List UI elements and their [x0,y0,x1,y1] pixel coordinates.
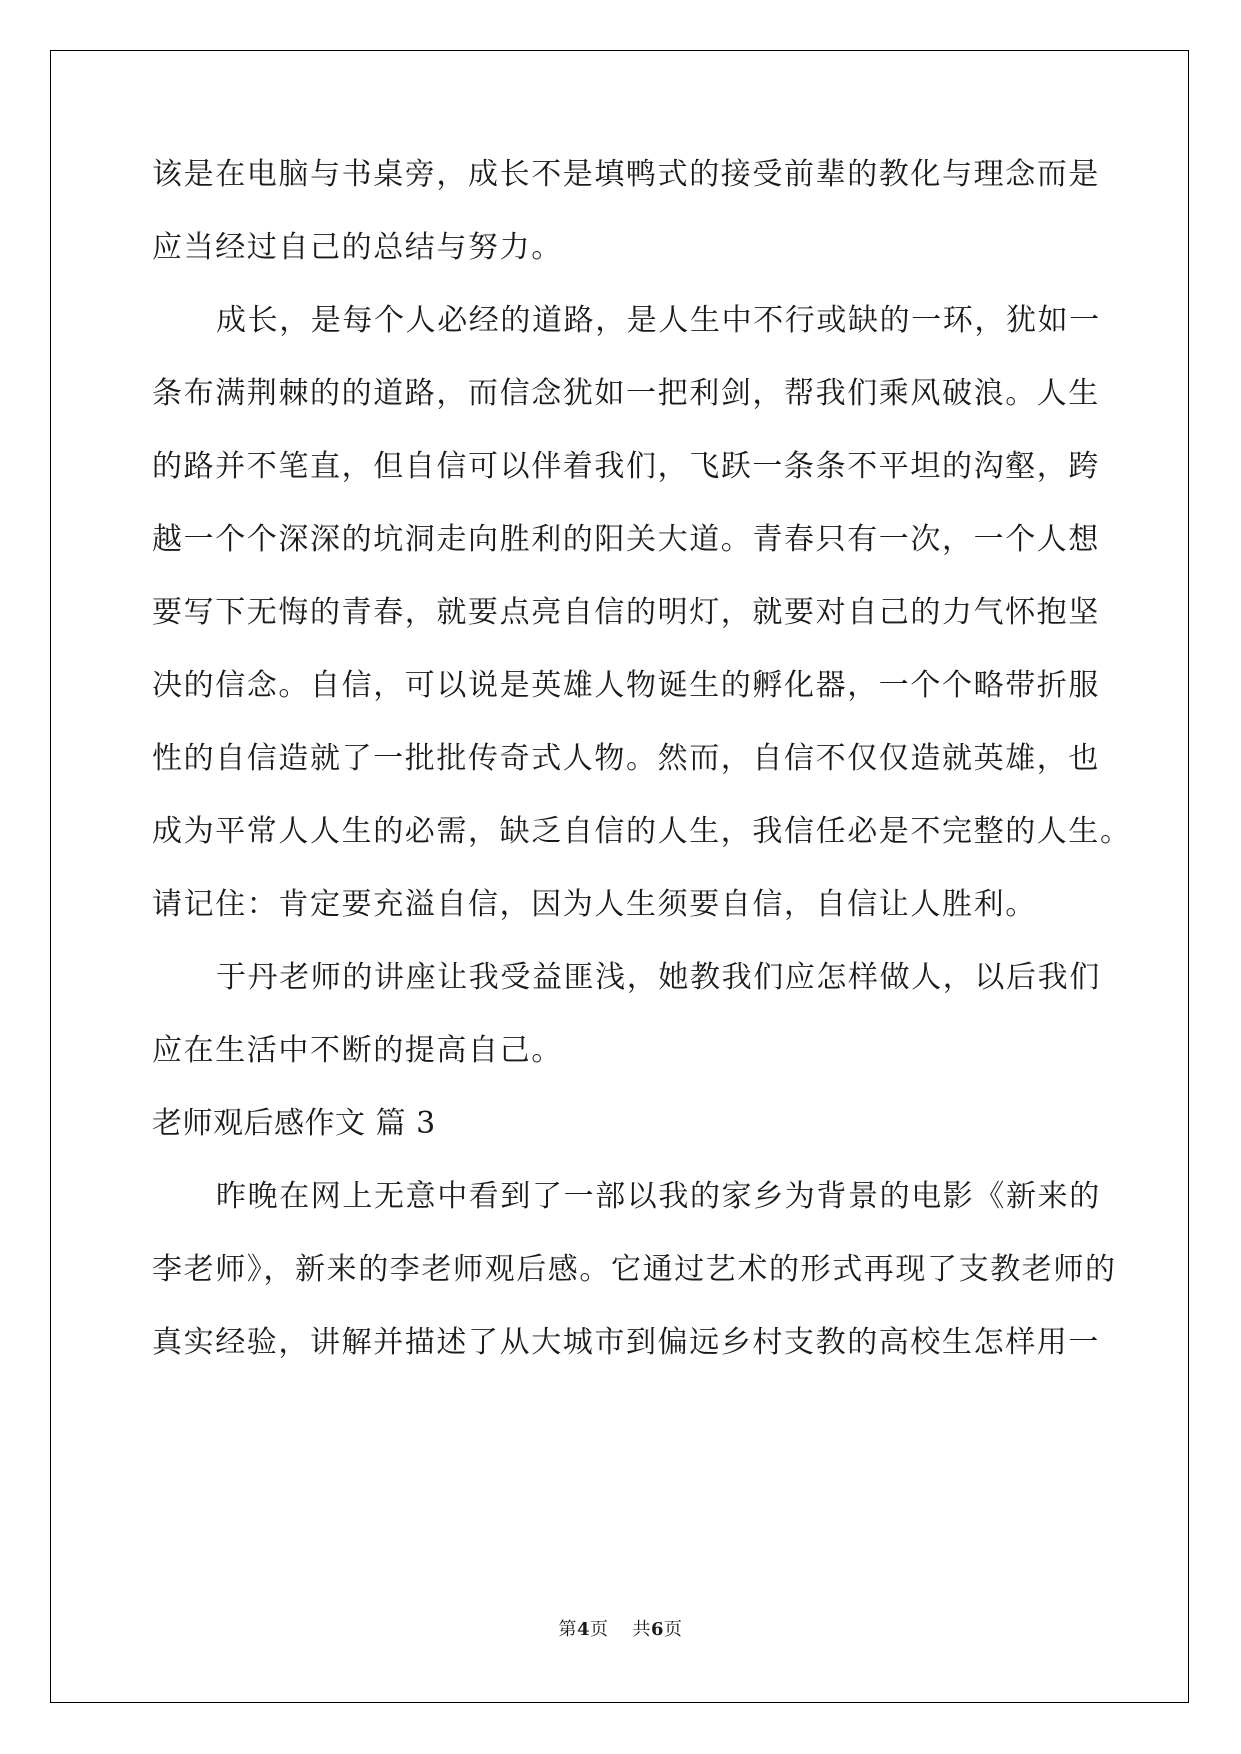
paragraph-start-line: 昨晚在网上无意中看到了一部以我的家乡为背景的电影《新来的 [216,1179,1101,1214]
total-prefix: 共 [632,1619,651,1640]
page-border [50,50,1189,1703]
text-line: 真实经验，讲解并描述了从大城市到偏远乡村支教的高校生怎样用一 [152,1325,1100,1360]
text-line: 性的自信造就了一批批传奇式人物。然而，自信不仅仅造就英雄，也 [152,741,1100,776]
text-line: 条布满荆棘的的道路，而信念犹如一把利剑，帮我们乘风破浪。人生 [152,376,1100,411]
page-footer [0,1618,1241,1642]
text-line: 应在生活中不断的提高自己。 [152,1033,563,1068]
page-suffix: 页 [590,1619,609,1640]
page-prefix: 第 [558,1619,577,1640]
paragraph-start-line: 于丹老师的讲座让我受益匪浅，她教我们应怎样做人，以后我们 [216,960,1101,995]
total-pages [633,1619,683,1640]
total-count: 6 [651,1619,665,1640]
text-line: 请记住：肯定要充溢自信，因为人生须要自信，自信让人胜利。 [152,887,1037,922]
text-line: 的路并不笔直，但自信可以伴着我们，飞跃一条条不平坦的沟壑，跨 [152,449,1100,484]
text-line: 越一个个深深的坑洞走向胜利的阳关大道。青春只有一次，一个人想 [152,522,1100,557]
text-line: 要写下无悔的青春，就要点亮自信的明灯，就要对自己的力气怀抱坚 [152,595,1100,630]
total-suffix: 页 [664,1619,683,1640]
text-line: 李老师》，新来的李老师观后感。它通过艺术的形式再现了支教老师的 [152,1252,1117,1287]
text-line: 成为平常人人生的必需，缺乏自信的人生，我信任必是不完整的人生。 [152,814,1132,849]
current-page: 4 [576,1619,590,1640]
text-line: 该是在电脑与书桌旁，成长不是填鸭式的接受前辈的教化与理念而是 [152,157,1100,192]
text-line: 决的信念。自信，可以说是英雄人物诞生的孵化器，一个个略带折服 [152,668,1100,703]
page-number [558,1619,608,1640]
section-heading: 老师观后感作文 篇 3 [152,1106,436,1141]
paragraph-start-line: 成长，是每个人必经的道路，是人生中不行或缺的一环，犹如一 [216,303,1101,338]
text-line: 应当经过自己的总结与努力。 [152,230,563,265]
